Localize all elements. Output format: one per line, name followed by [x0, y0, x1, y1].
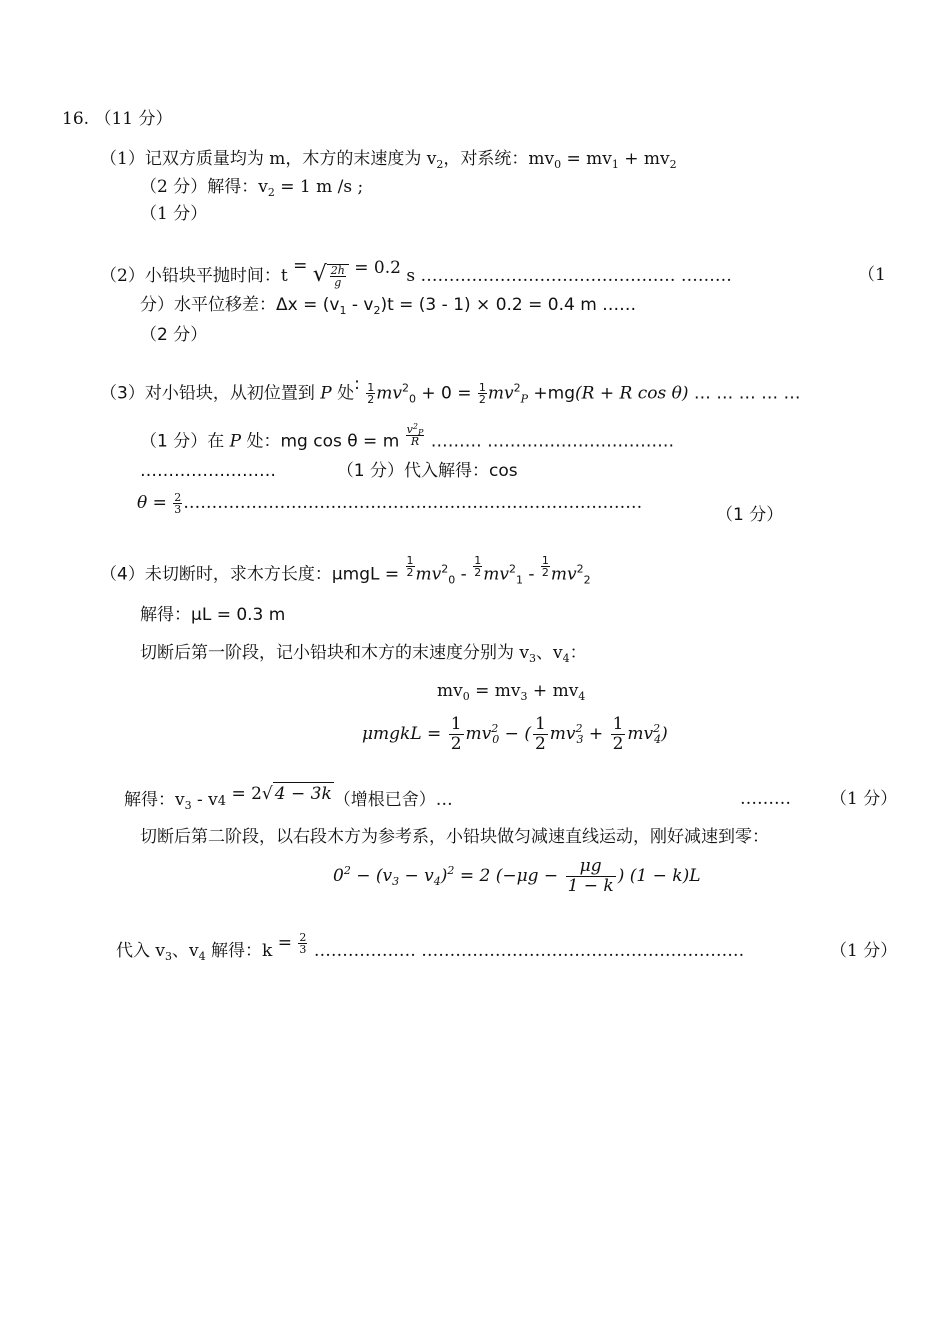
part4-final-score: （1 分） [830, 941, 898, 961]
part3-line2: （1 分）在 P 处：mg cos θ = m $\frac{v^2_P}{R}$ ……… …………………………… [140, 422, 675, 452]
part4-line1: （4）未切断时，求木方长度：μmgL = $\frac{1}{2}$ $mv^2_0$ - $\frac{1}{2}$ $mv^2_1$ - $\frac{1}{2}$ $mv^2_2$ [100, 554, 591, 587]
part4-line2: 解得：μL = 0.3 m [140, 605, 286, 625]
part2-line1: （2）小铅块平抛时间：t = √ $\frac{2h}{g}$ = 0.2 s ……………………………………… ……… [100, 256, 732, 289]
part4-final: 代入 $v_3$、$v_4$ 解得：k = $\frac{2}{3}$ ……………… ………………………………………………… [116, 931, 745, 963]
part2-line2: 分）水平位移差：$\Delta x = (v_1 - v_2)t = (3 - 1) \times 0.2 = 0.4$ m …… [140, 295, 637, 317]
part4-stage2: 切断后第二阶段，以右段木方为参考系，小铅块做匀减速直线运动，刚好减速到零： [140, 827, 769, 847]
part4-sol-score: （1 分） [830, 789, 898, 809]
problem-number: 16. [62, 109, 90, 129]
part4-eq2: μmgkL = $\frac{1}{2}$ $mv^2_0$ − ( $\frac{1}{2}$ $mv^2_3$ + $\frac{1}{2}$ $mv^2_4$) [362, 714, 668, 754]
part4-sol-dots: ……… [740, 789, 791, 809]
part1-line2: （2 分）解得：$v_2 = 1$ m /s ; [140, 177, 364, 199]
part3-line3: …………………… （1 分）代入解得：cos [140, 461, 518, 481]
part1-line1: （1）记双方质量均为 m，木方的末速度为 $v_2$，对系统：$mv_0 = mv_1 + mv_2$ [100, 149, 677, 171]
part3-score: （1 分） [716, 505, 784, 525]
part4-eq3: $0^2 - (v_3 - v_4)^2 = 2$ (−μg − $\frac{\mu g}{1 - k}$ ) (1 − k)L [333, 856, 701, 896]
part4-eq1: $mv_0 = mv_3 + mv_4$ [437, 681, 586, 703]
problem-score: （11 分） [94, 109, 173, 129]
part2-score-b: （2 分） [140, 325, 208, 345]
part3-line4: θ = $\frac{2}{3}$ ……………………………………………………………………… [137, 491, 643, 516]
part4-solution: 解得：$v_3 - v4 = 2√$ 4 − 3k （增根已舍）… [124, 784, 453, 812]
part1-score: （1 分） [140, 204, 208, 224]
part3-line1: （3）对小铅块，从初位置到 P 处: $\frac{1}{2}$ $mv^2_0 + 0$ = $\frac{1}{2}$ $mv^2_P +mg(R + R$ cos θ) … … … … … [100, 373, 801, 406]
part4-line3: 切断后第一阶段，记小铅块和木方的末速度分别为 $v_3$、$v_4$： [140, 643, 587, 665]
part2-score-a: （1 [858, 265, 886, 285]
sqrt-radicand: $\frac{2h}{g}$ [327, 264, 349, 288]
problem-header [62, 108, 173, 130]
